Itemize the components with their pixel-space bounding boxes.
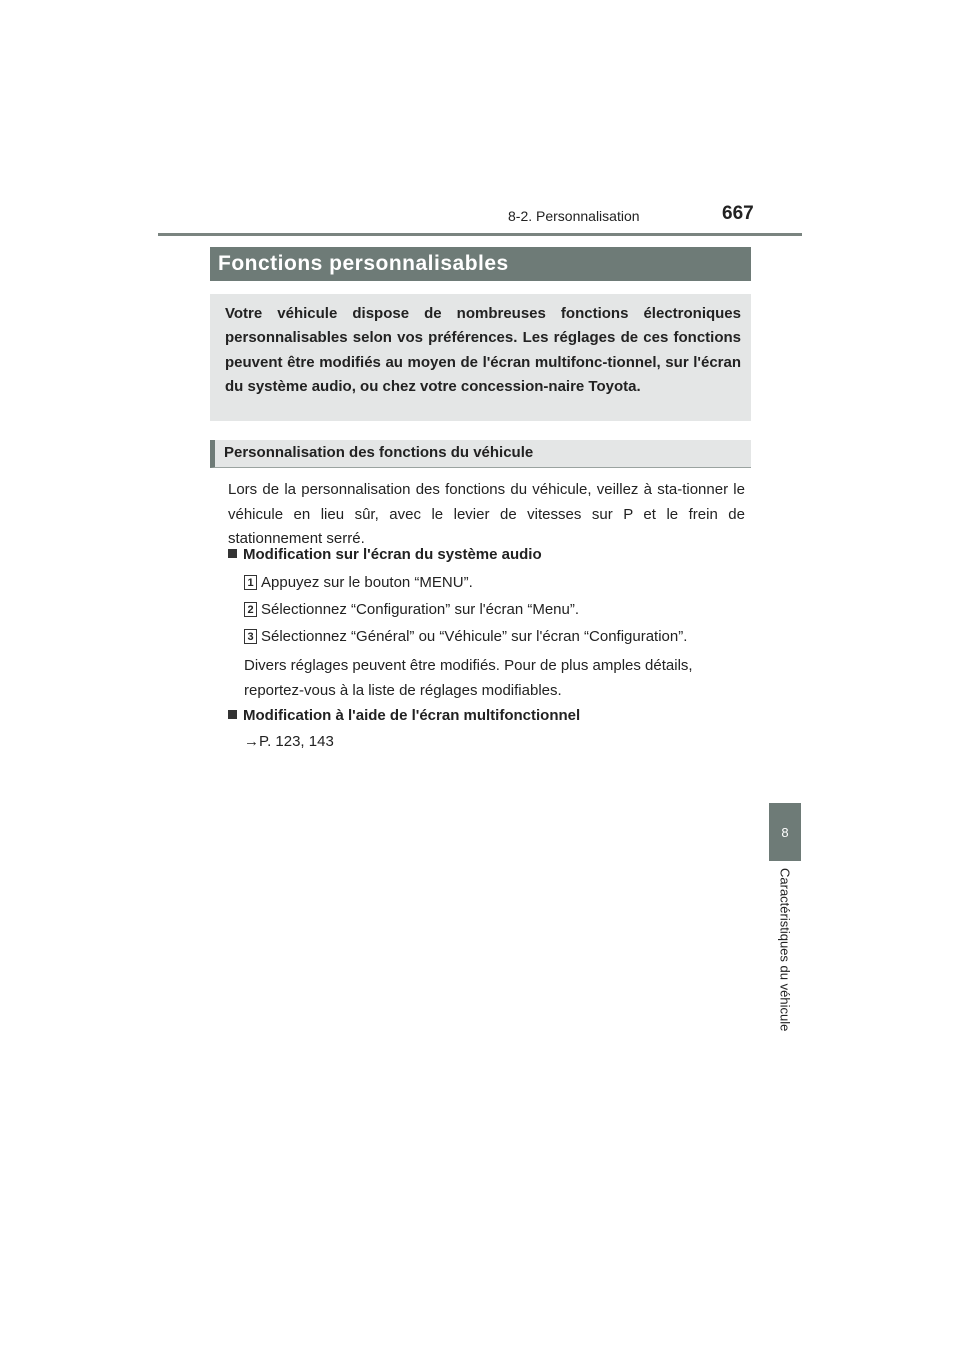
header-divider — [158, 233, 802, 236]
arrow-right-icon: → — [244, 733, 259, 750]
step-text: Sélectionnez “Configuration” sur l'écran “Menu”. — [261, 601, 580, 618]
page-title: Fonctions personnalisables — [210, 247, 751, 281]
page-number: 667 — [722, 203, 754, 224]
page-reference-text: P. 123, 143 — [259, 733, 334, 750]
section-reference: 8-2. Personnalisation — [508, 208, 640, 224]
step-text: Sélectionnez “Général” ou “Véhicule” sur l'écran “Configuration”. — [261, 628, 688, 645]
intro-text: Votre véhicule dispose de nombreuses fonctions électroniques personnalisables selon vos préférences. Les réglages de ces fonctions peuvent être modifiés au moyen de l'écran multifonc-tionnel, sur l'écran du système audio, ou chez votre concession-naire Toyota. — [225, 305, 741, 396]
intro-box — [210, 294, 751, 421]
step-item — [244, 574, 473, 591]
section-heading-multi — [228, 707, 580, 724]
subheading: Personnalisation des fonctions du véhicule — [210, 440, 751, 468]
section-heading-audio-text: Modification sur l'écran du système audio — [243, 546, 542, 563]
body-paragraph: Lors de la personnalisation des fonctions du véhicule, veillez à sta-tionner le véhicule en lieu sûr, avec le levier de vitesses sur P et le frein de stationnement serré. — [228, 481, 745, 548]
step-number-box: 1 — [244, 575, 257, 590]
page-reference — [244, 733, 334, 750]
step-number-box: 3 — [244, 629, 257, 644]
chapter-title: Caractéristiques du véhicule — [777, 868, 793, 1032]
bullet-square-icon — [228, 549, 237, 558]
step-item — [244, 628, 687, 645]
step-text: Appuyez sur le bouton “MENU”. — [261, 574, 473, 591]
bullet-square-icon — [228, 710, 237, 719]
chapter-tab — [769, 803, 801, 861]
step-number-box: 2 — [244, 602, 257, 617]
step-item — [244, 601, 579, 618]
section-heading-audio — [228, 546, 542, 563]
section-heading-multi-text: Modification à l'aide de l'écran multifonctionnel — [243, 707, 581, 724]
chapter-number: 8 — [781, 824, 789, 840]
audio-note: Divers réglages peuvent être modifiés. Pour de plus amples détails, reportez-vous à la liste de réglages modifiables. — [244, 657, 693, 699]
